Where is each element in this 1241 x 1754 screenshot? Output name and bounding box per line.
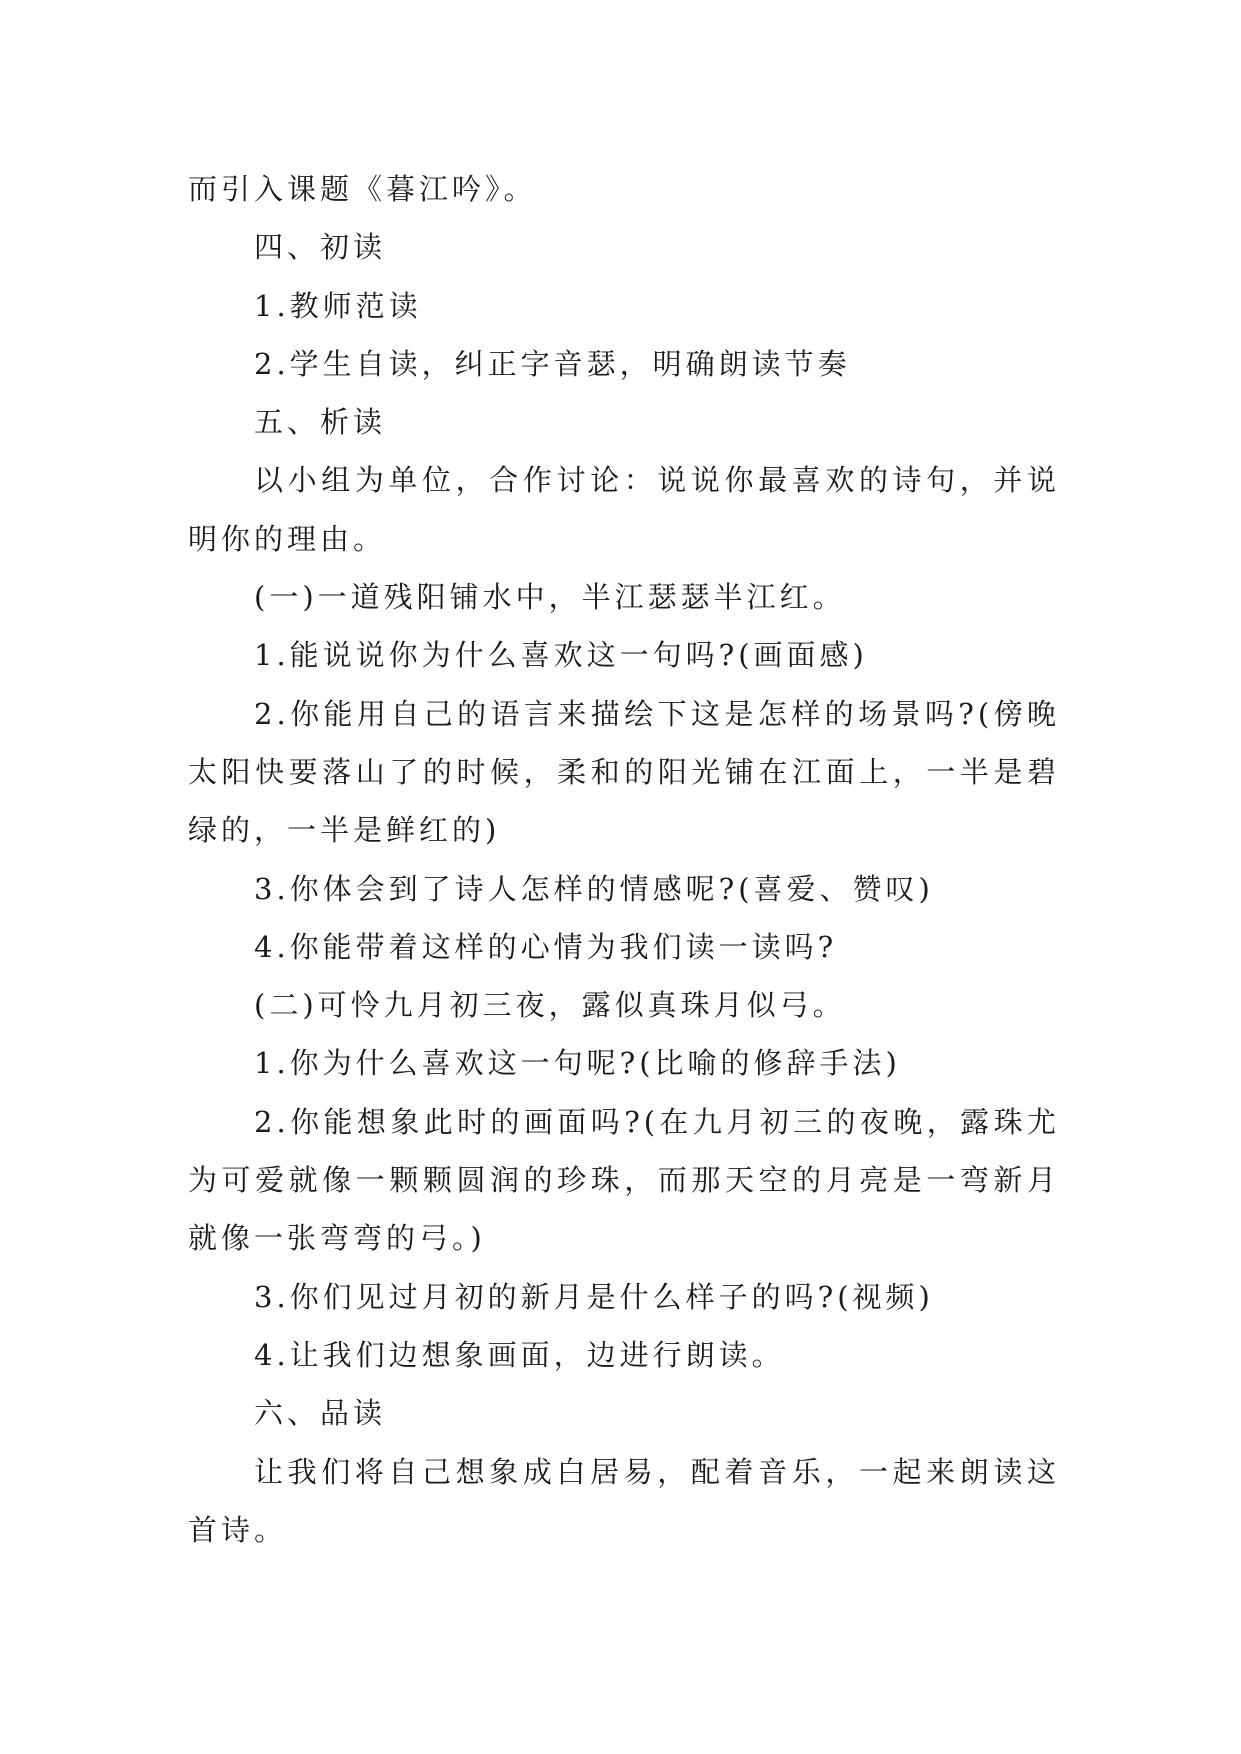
subheading-verse-two: (二)可怜九月初三夜，露似真珠月似弓。 [254, 988, 846, 1023]
list-item-verse-one-q3: 3.你体会到了诗人怎样的情感呢?(喜爱、赞叹) [254, 871, 934, 906]
heading-appreciation-reading: 六、品读 [254, 1396, 387, 1431]
list-item-verse-two-q2: 2.你能想象此时的画面吗?(在九月初三的夜晚，露珠尤为可爱就像一颗颗圆润的珍珠，而那天空的月亮是一弯新月就像一张弯弯的弓。) [188, 1104, 1060, 1256]
subheading-verse-one: (一)一道残阳铺水中，半江瑟瑟半江红。 [254, 580, 846, 615]
paragraph-group-discussion: 以小组为单位，合作讨论：说说你最喜欢的诗句，并说明你的理由。 [188, 463, 1060, 556]
list-item-verse-two-q4: 4.让我们边想象画面，边进行朗读。 [254, 1337, 785, 1372]
list-item-teacher-reading: 1.教师范读 [254, 288, 422, 323]
list-item-student-reading: 2.学生自读，纠正字音瑟，明确朗读节奏 [254, 346, 851, 381]
list-item-verse-one-q1: 1.能说说你为什么喜欢这一句吗?(画面感) [254, 638, 868, 673]
list-item-verse-one-q4: 4.你能带着这样的心情为我们读一读吗? [254, 929, 838, 964]
heading-first-reading: 四、初读 [254, 230, 387, 265]
paragraph-lesson-title-intro: 而引入课题《暮江吟》。 [188, 172, 537, 206]
list-item-verse-one-q2: 2.你能用自己的语言来描绘下这是怎样的场景吗?(傍晚太阳快要落山了的时候，柔和的阳光铺在江面上，一半是碧绿的，一半是鲜红的) [188, 696, 1060, 848]
heading-analysis-reading: 五、析读 [254, 405, 387, 440]
list-item-verse-two-q3: 3.你们见过月初的新月是什么样子的吗?(视频) [254, 1279, 934, 1314]
list-item-verse-two-q1: 1.你为什么喜欢这一句呢?(比喻的修辞手法) [254, 1046, 901, 1081]
paragraph-closing-reading: 让我们将自己想象成白居易，配着音乐，一起来朗读这首诗。 [188, 1454, 1060, 1547]
document-body [188, 160, 1060, 1559]
